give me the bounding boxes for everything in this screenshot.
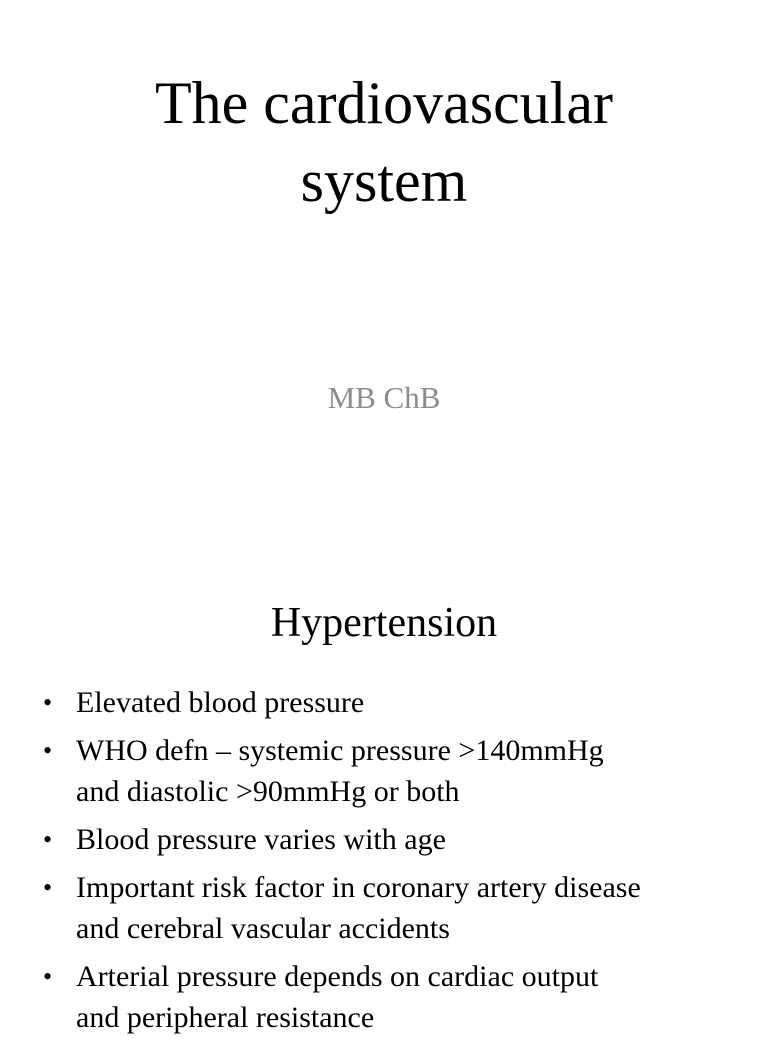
bullet-text: Elevated blood pressure (76, 686, 365, 719)
bullet-icon: • (43, 962, 53, 991)
bullet-icon: • (43, 873, 53, 902)
bullet-icon: • (43, 736, 53, 765)
bullet-text-continued: and diastolic >90mmHg or both (76, 775, 460, 808)
bullet-text: Important risk factor in coronary artery disease (76, 871, 641, 904)
bullet-item (0, 867, 768, 949)
slide-title-line-1: The cardiovascular (154, 70, 614, 136)
bullet-text-continued: and cerebral vascular accidents (76, 912, 450, 945)
slide-title (0, 64, 768, 220)
bullet-text: Blood pressure varies with age (76, 823, 446, 856)
slide-subtitle: MB ChB (327, 380, 441, 415)
bullet-item (0, 819, 768, 860)
bullet-text: Arterial pressure depends on cardiac output (76, 960, 599, 993)
bullet-item (0, 956, 768, 1038)
bullet-item (0, 682, 768, 723)
section-heading: Hypertension (270, 600, 498, 646)
bullet-list (0, 682, 768, 1045)
bullet-text: WHO defn – systemic pressure >140mmHg (76, 734, 604, 767)
slide-title-line-2: system (300, 148, 468, 214)
bullet-text-continued: and peripheral resistance (76, 1001, 375, 1034)
bullet-icon: • (43, 688, 53, 717)
bullet-item (0, 730, 768, 812)
bullet-icon: • (43, 825, 53, 854)
